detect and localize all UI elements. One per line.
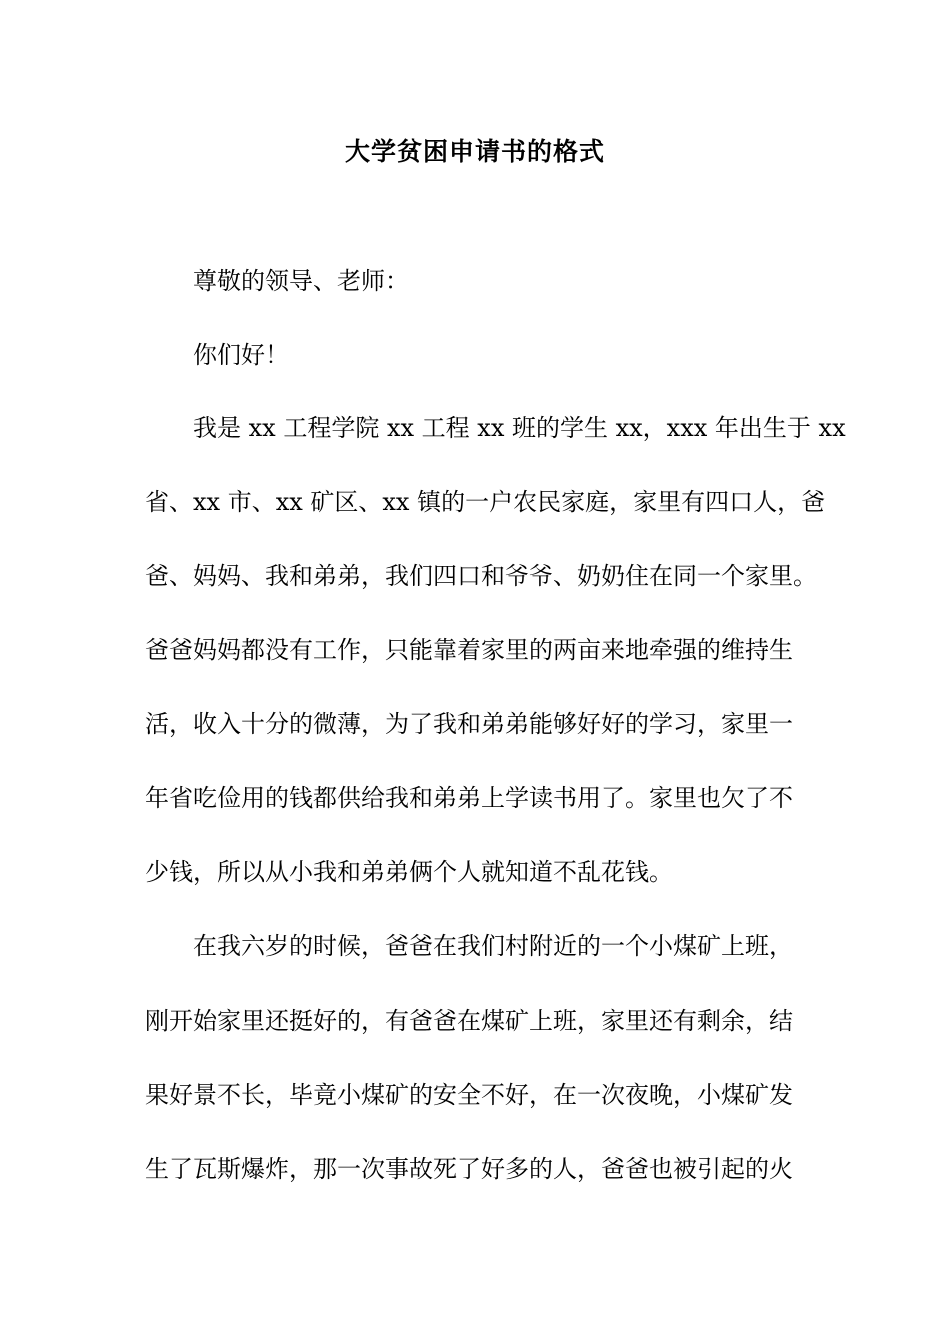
- paragraph-line: 生了瓦斯爆炸，那一次事故死了好多的人，爸爸也被引起的火: [145, 1155, 793, 1183]
- paragraph-line: 刚开始家里还挺好的，有爸爸在煤矿上班，家里还有剩余，结: [145, 1007, 793, 1035]
- paragraph-line: 爸爸妈妈都没有工作，只能靠着家里的两亩来地牵强的维持生: [145, 636, 793, 664]
- paragraph-line: 我是 xx 工程学院 xx 工程 xx 班的学生 xx，xxx 年出生于 xx: [193, 414, 846, 442]
- paragraph-line: 爸、妈妈、我和弟弟，我们四口和爷爷、奶奶住在同一个家里。: [145, 562, 817, 590]
- paragraph-line: 在我六岁的时候，爸爸在我们村附近的一个小煤矿上班，: [193, 932, 793, 960]
- greeting: 你们好！: [193, 341, 289, 369]
- paragraph-line: 少钱，所以从小我和弟弟俩个人就知道不乱花钱。: [145, 858, 673, 886]
- document-title: 大学贫困申请书的格式: [344, 137, 605, 166]
- paragraph-line: 年省吃俭用的钱都供给我和弟弟上学读书用了。家里也欠了不: [145, 784, 793, 812]
- paragraph-line: 果好景不长，毕竟小煤矿的安全不好，在一次夜晚，小煤矿发: [145, 1081, 793, 1109]
- paragraph-line: 省、xx 市、xx 矿区、xx 镇的一户农民家庭，家里有四口人，爸: [145, 488, 826, 516]
- salutation: 尊敬的领导、老师：: [193, 267, 409, 295]
- paragraph-line: 活，收入十分的微薄，为了我和弟弟能够好好的学习，家里一: [145, 710, 793, 738]
